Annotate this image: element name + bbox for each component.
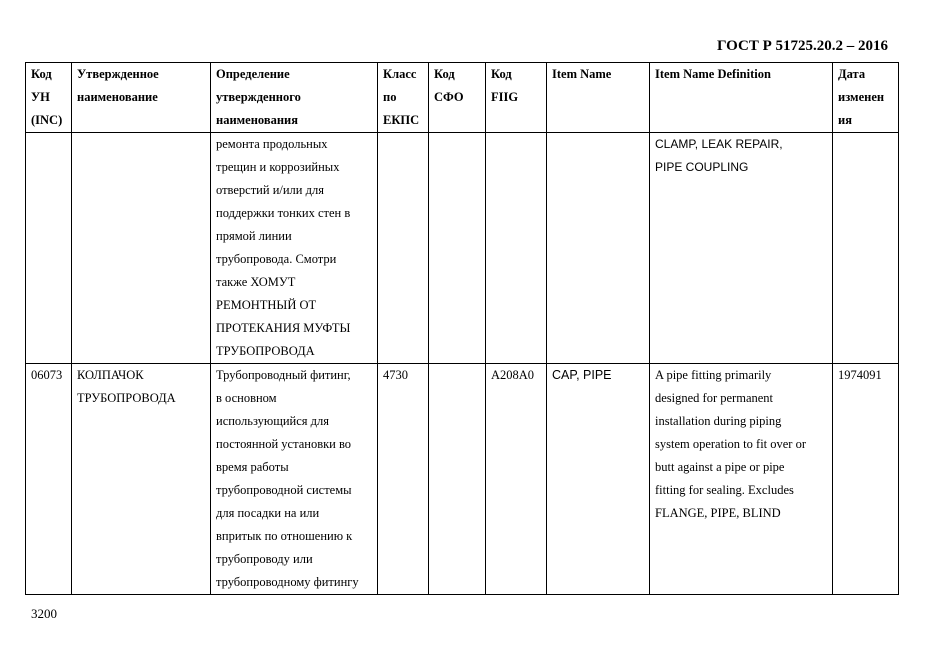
cell-inc [26,133,72,364]
text-line: трубопроводу или [216,552,313,566]
page-number: 3200 [31,606,57,621]
text-line: ЕКПС [383,113,420,127]
cell-sfo [429,133,486,364]
header-ekps-class [378,63,429,133]
cell-ekps: 4730 [378,364,429,595]
text-line: Код [491,67,512,81]
text-line: время работы [216,460,289,474]
text-line: утвержденного [216,90,301,104]
text-line: РЕМОНТНЫЙ ОТ [216,298,317,312]
text-line: постоянной установки во [216,437,352,451]
text-line: прямой линии [216,229,292,243]
text-line: СФО [434,90,464,104]
text-line: CLAMP, LEAK REPAIR, [655,137,783,151]
text-line: ПРОТЕКАНИЯ МУФТЫ [216,321,351,335]
header-item-name-definition [650,63,833,133]
text-line: наименование [77,90,158,104]
text-line: FLANGE, PIPE, BLIND [655,506,781,520]
cell-approved-name [72,133,211,364]
text-line: наименования [216,113,299,127]
text-line: изменен [838,90,885,104]
document-title: ГОСТ Р 51725.20.2 – 2016 [716,38,888,54]
text-line: Трубопроводный фитинг, [216,368,351,382]
text-line: трубопровода. Смотри [216,252,337,266]
text-line: PIPE COUPLING [655,160,749,174]
text-line: ТРУБОПРОВОДА [77,391,176,405]
text-line: fitting for sealing. Excludes [655,483,794,497]
cell-ekps [378,133,429,364]
cell-sfo [429,364,486,595]
text-line: по [383,90,397,104]
text-line: также ХОМУТ [216,275,296,289]
text-line: system operation to fit over or [655,437,807,451]
text-line: в основном [216,391,277,405]
text-line: трещин и коррозийных [216,160,340,174]
header-change-date [833,63,899,133]
text-line: поддержки тонких стен в [216,206,351,220]
text-line: Код [434,67,455,81]
text-line: трубопроводному фитингу [216,575,359,589]
text-line: FIIG [491,90,519,104]
cell-fiig [486,133,547,364]
text-line: Дата [838,67,866,81]
text-line: для посадки на или [216,506,320,520]
text-line: A pipe fitting primarily [655,368,772,382]
cell-change-date: 1974091 [833,364,899,595]
header-inc [26,63,72,133]
text-line: КОЛПАЧОК [77,368,144,382]
header-definition [211,63,378,133]
cell-definition [211,364,378,595]
text-line: впритык по отношению к [216,529,353,543]
text-line: Класс [383,67,417,81]
text-line: ия [838,113,852,127]
text-line: ТРУБОПРОВОДА [216,344,315,358]
cell-item-name [547,133,650,364]
text-line: Определение [216,67,290,81]
cell-item-name-definition [650,133,833,364]
header-approved-name [72,63,211,133]
table-row [26,364,899,595]
text-line: УН [31,90,50,104]
table-header-row [26,63,899,133]
text-line: Item Name [552,67,612,81]
text-line: installation during piping [655,414,782,428]
header-fiig-code [486,63,547,133]
text-line: ремонта продольных [216,137,328,151]
cell-change-date [833,133,899,364]
cell-item-name: CAP, PIPE [547,364,650,595]
header-item-name [547,63,650,133]
text-line: butt against a pipe or pipe [655,460,785,474]
text-line: использующийся для [216,414,329,428]
cell-inc: 06073 [26,364,72,595]
header-sfo-code [429,63,486,133]
text-line: (INC) [31,113,63,127]
text-line: designed for permanent [655,391,774,405]
cell-item-name-definition [650,364,833,595]
cell-definition [211,133,378,364]
text-line: Код [31,67,52,81]
table-row-continuation [26,133,899,364]
gost-table [25,62,899,595]
cell-fiig: A208A0 [486,364,547,595]
text-line: Item Name Definition [655,67,771,81]
text-line: трубопроводной системы [216,483,352,497]
text-line: отверстий и/или для [216,183,324,197]
cell-approved-name [72,364,211,595]
text-line: Утвержденное [77,67,159,81]
